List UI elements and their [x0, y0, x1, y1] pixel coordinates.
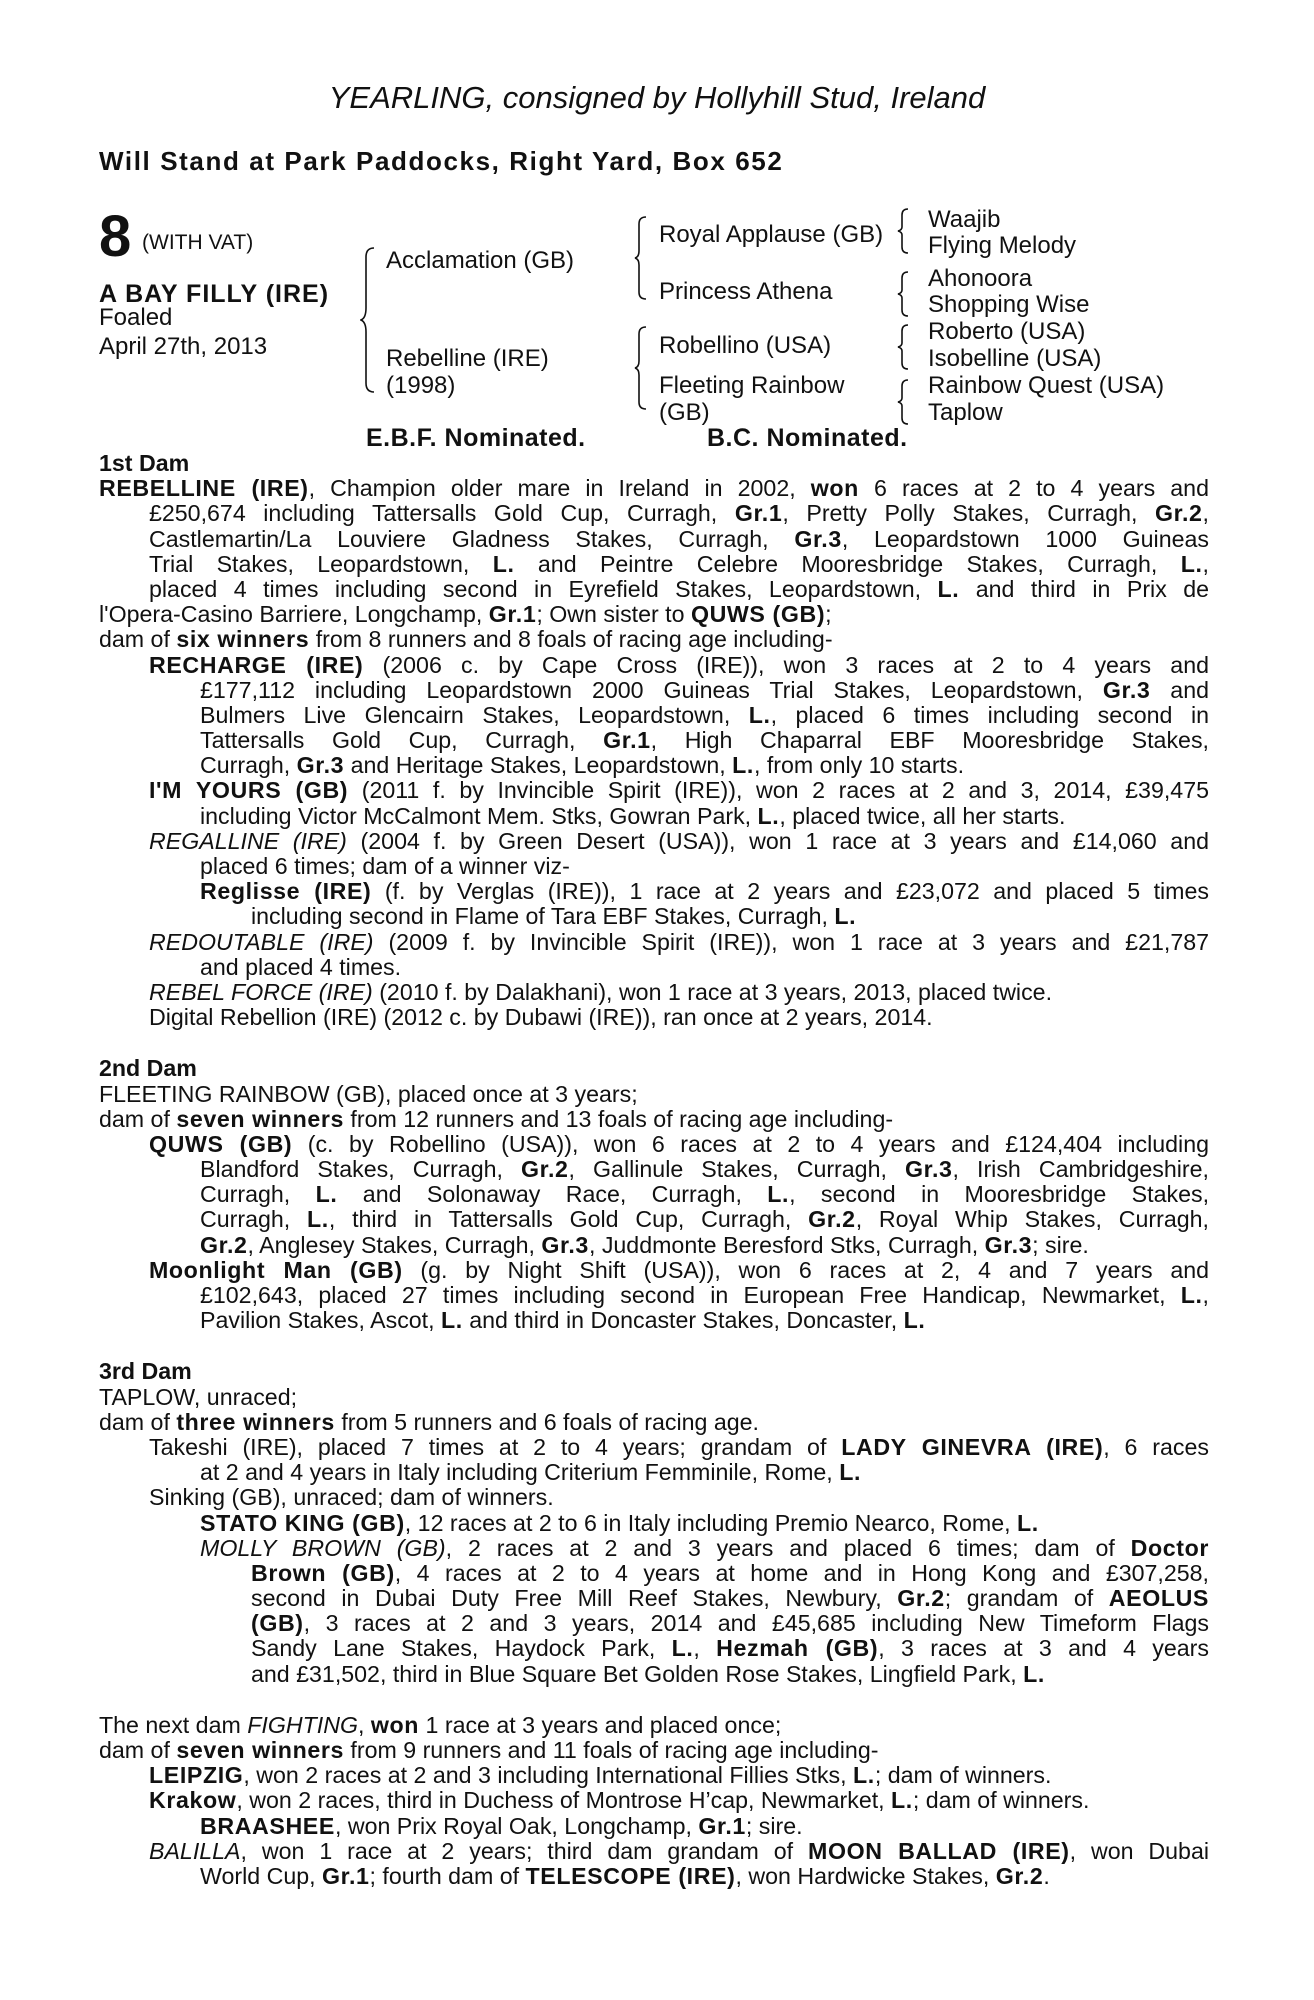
text-run: , won 2 races, third in Duchess of Montrose H’cap, Newmarket,: [236, 1787, 892, 1814]
pedigree-brace-g4: [897, 378, 909, 426]
pedigree-brace-dam: [634, 324, 648, 412]
text-run: won: [370, 1711, 420, 1738]
text-run: L.: [767, 1182, 790, 1208]
text-line: [99, 1485, 1209, 1510]
text-line: [99, 527, 1209, 552]
text-run: Sandy Lane Stakes, Haydock Park,: [251, 1636, 672, 1662]
text-run: Tattersalls Gold Cup, Curragh,: [200, 728, 604, 754]
pedigree-brace-main: [360, 245, 376, 395]
text-run: L.: [1180, 551, 1203, 577]
text-run: at 2 and 4 years in Italy including Criterium Femminile, Rome,: [200, 1459, 840, 1486]
text-run: ,: [693, 1636, 717, 1662]
text-line: [99, 930, 1209, 955]
text-run: , 3 races at 3 and 4 years: [878, 1636, 1209, 1662]
text-run: Gr.2: [897, 1586, 945, 1612]
text-run: MOLLY BROWN (GB): [200, 1535, 446, 1561]
text-run: Reglisse (IRE): [200, 879, 372, 905]
text-run: , won Dubai: [1069, 1838, 1209, 1864]
text-line: [99, 678, 1209, 703]
text-line: [99, 1662, 1209, 1687]
text-run: , 3 races at 2 and 3 years, 2014 and £45,685 including New Timeform Flags: [303, 1611, 1209, 1637]
text-line: [99, 1435, 1209, 1460]
text-run: Gr.2: [995, 1862, 1044, 1889]
pedigree-brace-g2: [897, 270, 909, 318]
text-line: [99, 1308, 1209, 1333]
text-run: , won 2 races at 2 and 3 including International Fillies Stks,: [243, 1762, 854, 1789]
text-run: placed 4 times including second in Eyrefield Stakes, Leopardstown,: [149, 576, 938, 602]
text-run: Takeshi (IRE), placed 7 times at 2 to 4 years; grandam of: [149, 1434, 842, 1460]
text-run: Blandford Stakes, Curragh,: [200, 1157, 521, 1183]
text-run: Gr.1: [698, 1812, 746, 1839]
text-run: Gr.3: [296, 752, 345, 779]
text-run: L.: [903, 1307, 926, 1334]
text-line: [99, 602, 1209, 627]
text-run: 6 races at 2 to 4 years and: [858, 476, 1209, 502]
text-line: [99, 728, 1209, 753]
text-run: QUWS (GB): [149, 1131, 293, 1157]
text-line: [99, 1082, 1209, 1107]
text-line: [99, 804, 1209, 829]
text-line: [99, 1738, 1209, 1763]
text-line: [99, 1107, 1209, 1132]
text-run: , placed twice, all her starts.: [779, 802, 1066, 829]
text-run: REBEL FORCE (IRE): [149, 978, 373, 1005]
text-run: L.: [307, 1207, 329, 1233]
text-line: [99, 1157, 1209, 1182]
text-run: LEIPZIG: [149, 1762, 244, 1789]
text-run: ,: [1202, 1283, 1209, 1308]
text-run: , third in Tattersalls Gold Cup, Curragh,: [328, 1207, 809, 1233]
pedigree-brace-g1: [897, 207, 909, 255]
text-run: £177,112 including Leopardstown 2000 Guineas Trial Stakes, Leopardstown,: [200, 677, 1103, 703]
text-run: Castlemartin/La Louviere Gladness Stakes, Curragh,: [149, 526, 795, 552]
text-run: l'Opera-Casino Barriere, Longchamp,: [99, 601, 489, 628]
text-run: Brown (GB): [251, 1560, 395, 1586]
text-run: ; sire.: [1032, 1231, 1089, 1258]
third-dam-block: [99, 1385, 1209, 1687]
text-line: [99, 1713, 1209, 1738]
text-run: I'M YOURS (GB): [149, 778, 349, 804]
text-line: [99, 980, 1209, 1005]
text-run: and third in Doncaster Stakes, Doncaster,: [462, 1307, 904, 1334]
text-run: LADY GINEVRA (IRE): [841, 1434, 1104, 1460]
text-run: , Juddmonte Beresford Stks, Curragh,: [588, 1231, 985, 1258]
text-run: ; fourth dam of: [369, 1862, 526, 1889]
text-run: Gr.3: [1102, 677, 1151, 703]
text-run: The next dam: [99, 1711, 248, 1738]
text-run: Gr.2: [520, 1157, 569, 1183]
text-run: Gr.2: [808, 1207, 856, 1233]
text-run: 1 race at 3 years and placed once;: [419, 1711, 782, 1738]
text-line: [99, 1788, 1209, 1813]
text-run: Gr.1: [322, 1862, 370, 1889]
text-line: [99, 1005, 1209, 1030]
text-line: [99, 1511, 1209, 1536]
text-run: Doctor: [1130, 1535, 1209, 1561]
sire: Acclamation (GB): [386, 247, 575, 274]
text-run: L.: [853, 1762, 875, 1789]
lot-name: A BAY FILLY (IRE): [99, 280, 330, 308]
first-dam-heading: 1st Dam: [99, 450, 190, 476]
text-run: , Leopardstown 1000 Guineas: [841, 526, 1209, 552]
foaled-date: April 27th, 2013: [99, 333, 268, 360]
text-run: .: [1043, 1862, 1050, 1889]
text-line: [99, 1839, 1209, 1864]
pedigree-brace-g3: [897, 323, 909, 371]
text-run: ; Own sister to: [536, 601, 691, 628]
dam: Rebelline (IRE): [386, 345, 549, 372]
ancestor-g7: Rainbow Quest (USA): [928, 372, 1165, 399]
text-run: , 12 races at 2 to 6 in Italy including Premio Nearco, Rome,: [404, 1509, 1017, 1536]
text-run: , placed 6 times including second in: [770, 702, 1209, 728]
text-run: from 8 runners and 8 foals of racing age including-: [309, 626, 833, 653]
text-run: including second in Flame of Tara EBF Stakes, Curragh,: [251, 903, 835, 930]
ancestor-g1: Waajib: [928, 206, 1001, 233]
text-line: [99, 1182, 1209, 1207]
text-run: and Peintre Celebre Mooresbridge Stakes, Curragh,: [514, 551, 1181, 577]
text-run: , Royal Whip Stakes, Curragh,: [855, 1207, 1209, 1233]
text-run: (2011 f. by Invincible Spirit (IRE)), won 2 races at 2 and 3, 2014, £39,475: [348, 778, 1209, 804]
text-run: L.: [891, 1787, 913, 1814]
text-line: [99, 1283, 1209, 1308]
text-run: Gr.3: [794, 526, 842, 552]
ancestor-g5: Roberto (USA): [928, 318, 1086, 345]
text-run: FLEETING RAINBOW (GB), placed once at 3 years;: [99, 1080, 638, 1107]
text-run: Gr.2: [1155, 501, 1203, 527]
text-run: STATO KING (GB): [200, 1509, 405, 1536]
text-run: , 4 races at 2 to 4 years at home and in Hong Kong and £307,258,: [394, 1560, 1209, 1586]
text-run: TELESCOPE (IRE): [525, 1862, 736, 1889]
text-run: dam of: [99, 1408, 177, 1435]
text-run: (2010 f. by Dalakhani), won 1 race at 3 years, 2013, placed twice.: [372, 978, 1053, 1005]
text-run: Gr.2: [200, 1231, 248, 1258]
text-line: [99, 1410, 1209, 1435]
text-run: L.: [492, 551, 515, 577]
text-run: placed 6 times; dam of a winner viz-: [200, 853, 570, 879]
text-run: REGALLINE (IRE): [149, 828, 347, 854]
text-run: (2004 f. by Green Desert (USA)), won 1 race at 3 years and £14,060 and: [346, 828, 1209, 854]
text-run: (2009 f. by Invincible Spirit (IRE)), won 1 race at 3 years and £21,787: [373, 929, 1209, 955]
text-line: [99, 1814, 1209, 1839]
text-run: L.: [1023, 1660, 1045, 1687]
text-run: , won Prix Royal Oak, Longchamp,: [334, 1812, 699, 1839]
text-run: £250,674 including Tattersalls Gold Cup, Curragh,: [149, 501, 735, 527]
text-run: (g. by Night Shift (USA)), won 6 races at 2, 4 and 7 years and: [402, 1257, 1209, 1283]
text-line: [99, 1385, 1209, 1410]
text-run: ,: [1202, 551, 1209, 577]
text-line: [99, 1132, 1209, 1157]
text-run: Hezmah (GB): [716, 1636, 879, 1662]
ancestor-g6: Isobelline (USA): [928, 345, 1102, 372]
text-run: three winners: [176, 1408, 335, 1435]
text-line: [99, 1460, 1209, 1485]
text-run: , Champion older mare in Ireland in 2002,: [308, 476, 811, 502]
pedigree-brace-sire: [634, 214, 648, 302]
ancestor-g2: Flying Melody: [928, 232, 1077, 259]
text-line: [99, 1207, 1209, 1232]
text-run: second in Dubai Duty Free Mill Reef Stakes, Newbury,: [251, 1586, 898, 1612]
text-run: and: [1150, 677, 1209, 703]
text-run: Gr.3: [904, 1157, 953, 1183]
text-run: and £31,502, third in Blue Square Bet Golden Rose Stakes, Lingfield Park,: [251, 1660, 1024, 1687]
text-run: L.: [732, 752, 754, 779]
text-run: , High Chaparral EBF Mooresbridge Stakes,: [650, 728, 1209, 754]
text-run: Gr.3: [984, 1231, 1033, 1258]
text-run: TAPLOW, unraced;: [99, 1383, 298, 1410]
sire-dam: Princess Athena: [659, 278, 833, 305]
text-run: BALILLA: [149, 1838, 241, 1864]
stabling-location: Will Stand at Park Paddocks, Right Yard, Box 652: [99, 146, 784, 176]
text-line: [99, 1611, 1209, 1636]
text-run: Curragh,: [200, 1182, 316, 1208]
text-line: [99, 552, 1209, 577]
text-line: [99, 501, 1209, 526]
text-run: L.: [757, 802, 780, 829]
text-run: ,: [358, 1711, 371, 1738]
text-run: dam of: [99, 626, 177, 653]
text-run: from 5 runners and 6 foals of racing age.: [334, 1408, 759, 1435]
next-dam-block: [99, 1713, 1209, 1889]
text-run: from 12 runners and 13 foals of racing age including-: [343, 1105, 894, 1132]
text-run: dam of: [99, 1105, 177, 1132]
text-run: seven winners: [176, 1105, 344, 1132]
text-run: L.: [671, 1636, 694, 1662]
text-line: [99, 577, 1209, 602]
third-dam-heading: 3rd Dam: [99, 1358, 192, 1385]
text-run: Gr.1: [734, 501, 783, 527]
foaled-label: Foaled: [99, 304, 173, 331]
text-line: [99, 854, 1209, 879]
text-run: FIGHTING: [247, 1711, 358, 1738]
text-line: [99, 879, 1209, 904]
text-run: Gr.1: [488, 601, 537, 628]
text-run: Sinking (GB), unraced; dam of winners.: [149, 1484, 554, 1511]
text-run: L.: [937, 576, 960, 602]
text-run: REBELLINE (IRE): [99, 476, 309, 502]
text-run: RECHARGE (IRE): [149, 652, 364, 678]
ancestor-g8: Taplow: [928, 399, 1003, 426]
text-line: [99, 1864, 1209, 1889]
text-run: including Victor McCalmont Mem. Stks, Gowran Park,: [200, 802, 758, 829]
text-run: ,: [1202, 501, 1209, 527]
ancestor-g4: Shopping Wise: [928, 291, 1090, 318]
text-run: Gr.1: [603, 728, 651, 754]
text-line: [99, 627, 1209, 652]
text-run: (f. by Verglas (IRE)), 1 race at 2 years and £23,072 and placed 5 times: [371, 879, 1209, 905]
text-run: , 6 races: [1103, 1434, 1209, 1460]
text-run: L.: [315, 1182, 338, 1208]
text-run: L.: [1180, 1283, 1203, 1308]
text-run: six winners: [176, 626, 310, 653]
text-run: Digital Rebellion (IRE) (2012 c. by Dubawi (IRE)), ran once at 2 years, 2014.: [149, 1004, 933, 1031]
bc-nominated: B.C. Nominated.: [707, 424, 908, 452]
dam-sire: Robellino (USA): [659, 332, 832, 359]
ebf-nominated: E.B.F. Nominated.: [366, 424, 586, 452]
text-run: Krakow: [149, 1787, 237, 1814]
text-run: L.: [1016, 1509, 1039, 1536]
text-run: ; dam of winners.: [874, 1762, 1052, 1789]
text-line: [99, 1586, 1209, 1611]
text-run: , second in Mooresbridge Stakes,: [789, 1182, 1209, 1208]
text-run: BRAASHEE: [200, 1812, 335, 1839]
text-run: dam of: [99, 1737, 177, 1763]
text-run: Pavilion Stakes, Ascot,: [200, 1307, 442, 1334]
text-line: [99, 955, 1209, 980]
text-run: (c. by Robellino (USA)), won 6 races at 2 to 4 years and £124,404 including: [292, 1131, 1209, 1157]
text-line: [99, 653, 1209, 678]
text-run: Curragh,: [200, 752, 297, 779]
text-run: , 2 races at 2 and 3 years and placed 6 times; dam of: [445, 1535, 1131, 1561]
text-run: (GB): [251, 1611, 304, 1637]
text-run: Moonlight Man (GB): [149, 1257, 403, 1283]
sire-sire: Royal Applause (GB): [659, 221, 884, 248]
text-line: [99, 904, 1209, 929]
text-line: [99, 778, 1209, 803]
text-run: ; dam of winners.: [912, 1787, 1090, 1814]
text-run: (2006 c. by Cape Cross (IRE)), won 3 races at 2 to 4 years and: [363, 652, 1209, 678]
text-line: [99, 1233, 1209, 1258]
text-run: Trial Stakes, Leopardstown,: [149, 551, 493, 577]
text-run: ;: [825, 601, 832, 628]
text-run: , won 1 race at 2 years; third dam grandam of: [240, 1838, 809, 1864]
text-run: , Anglesey Stakes, Curragh,: [247, 1231, 542, 1258]
text-run: , Gallinule Stakes, Curragh,: [568, 1157, 905, 1183]
text-run: L.: [748, 702, 771, 728]
text-run: seven winners: [176, 1737, 344, 1763]
first-dam-block: [99, 476, 1209, 1030]
text-run: World Cup,: [200, 1862, 322, 1889]
second-dam-block: [99, 1082, 1209, 1334]
text-line: [99, 1536, 1209, 1561]
text-run: Bulmers Live Glencairn Stakes, Leopardstown,: [200, 702, 749, 728]
text-run: ; sire.: [745, 1812, 803, 1839]
dam-dam-country: (GB): [659, 399, 710, 426]
text-run: AEOLUS: [1108, 1586, 1209, 1612]
text-run: and Solonaway Race, Curragh,: [337, 1182, 768, 1208]
text-run: , Pretty Polly Stakes, Curragh,: [782, 501, 1156, 527]
text-run: , Irish Cambridgeshire,: [952, 1157, 1209, 1183]
lot-number: 8: [99, 204, 132, 269]
dam-line-text: [99, 451, 1209, 1889]
text-run: REDOUTABLE (IRE): [149, 929, 374, 955]
text-run: won: [810, 476, 859, 502]
text-line: [99, 703, 1209, 728]
dam-dam: Fleeting Rainbow: [659, 372, 845, 399]
text-run: , from only 10 starts.: [753, 752, 965, 779]
text-run: ; grandam of: [944, 1586, 1109, 1612]
text-run: Curragh,: [200, 1207, 308, 1233]
text-line: [99, 1763, 1209, 1788]
text-run: from 9 runners and 11 foals of racing age including-: [343, 1737, 879, 1763]
text-run: L.: [834, 903, 857, 930]
text-line: [99, 1561, 1209, 1586]
consignor-title: YEARLING, consigned by Hollyhill Stud, Ireland: [328, 80, 986, 115]
text-line: [99, 1636, 1209, 1661]
text-run: and third in Prix de: [959, 576, 1209, 602]
text-run: L.: [839, 1459, 862, 1486]
vat-note: (WITH VAT): [142, 231, 254, 254]
second-dam-heading: 2nd Dam: [99, 1055, 197, 1082]
ancestor-g3: Ahonoora: [928, 265, 1033, 292]
text-run: Gr.3: [541, 1231, 589, 1258]
text-run: QUWS (GB): [690, 601, 826, 628]
text-run: and placed 4 times.: [200, 953, 402, 980]
text-run: and Heritage Stakes, Leopardstown,: [344, 752, 733, 779]
text-line: [99, 476, 1209, 501]
text-line: [99, 1258, 1209, 1283]
text-run: , won Hardwicke Stakes,: [735, 1862, 996, 1889]
text-run: £102,643, placed 27 times including second in European Free Handicap, Newmarket,: [200, 1283, 1181, 1308]
text-run: L.: [441, 1307, 463, 1334]
text-line: [99, 829, 1209, 854]
dam-year: (1998): [386, 372, 456, 399]
text-line: [99, 753, 1209, 778]
text-run: MOON BALLAD (IRE): [808, 1838, 1070, 1864]
